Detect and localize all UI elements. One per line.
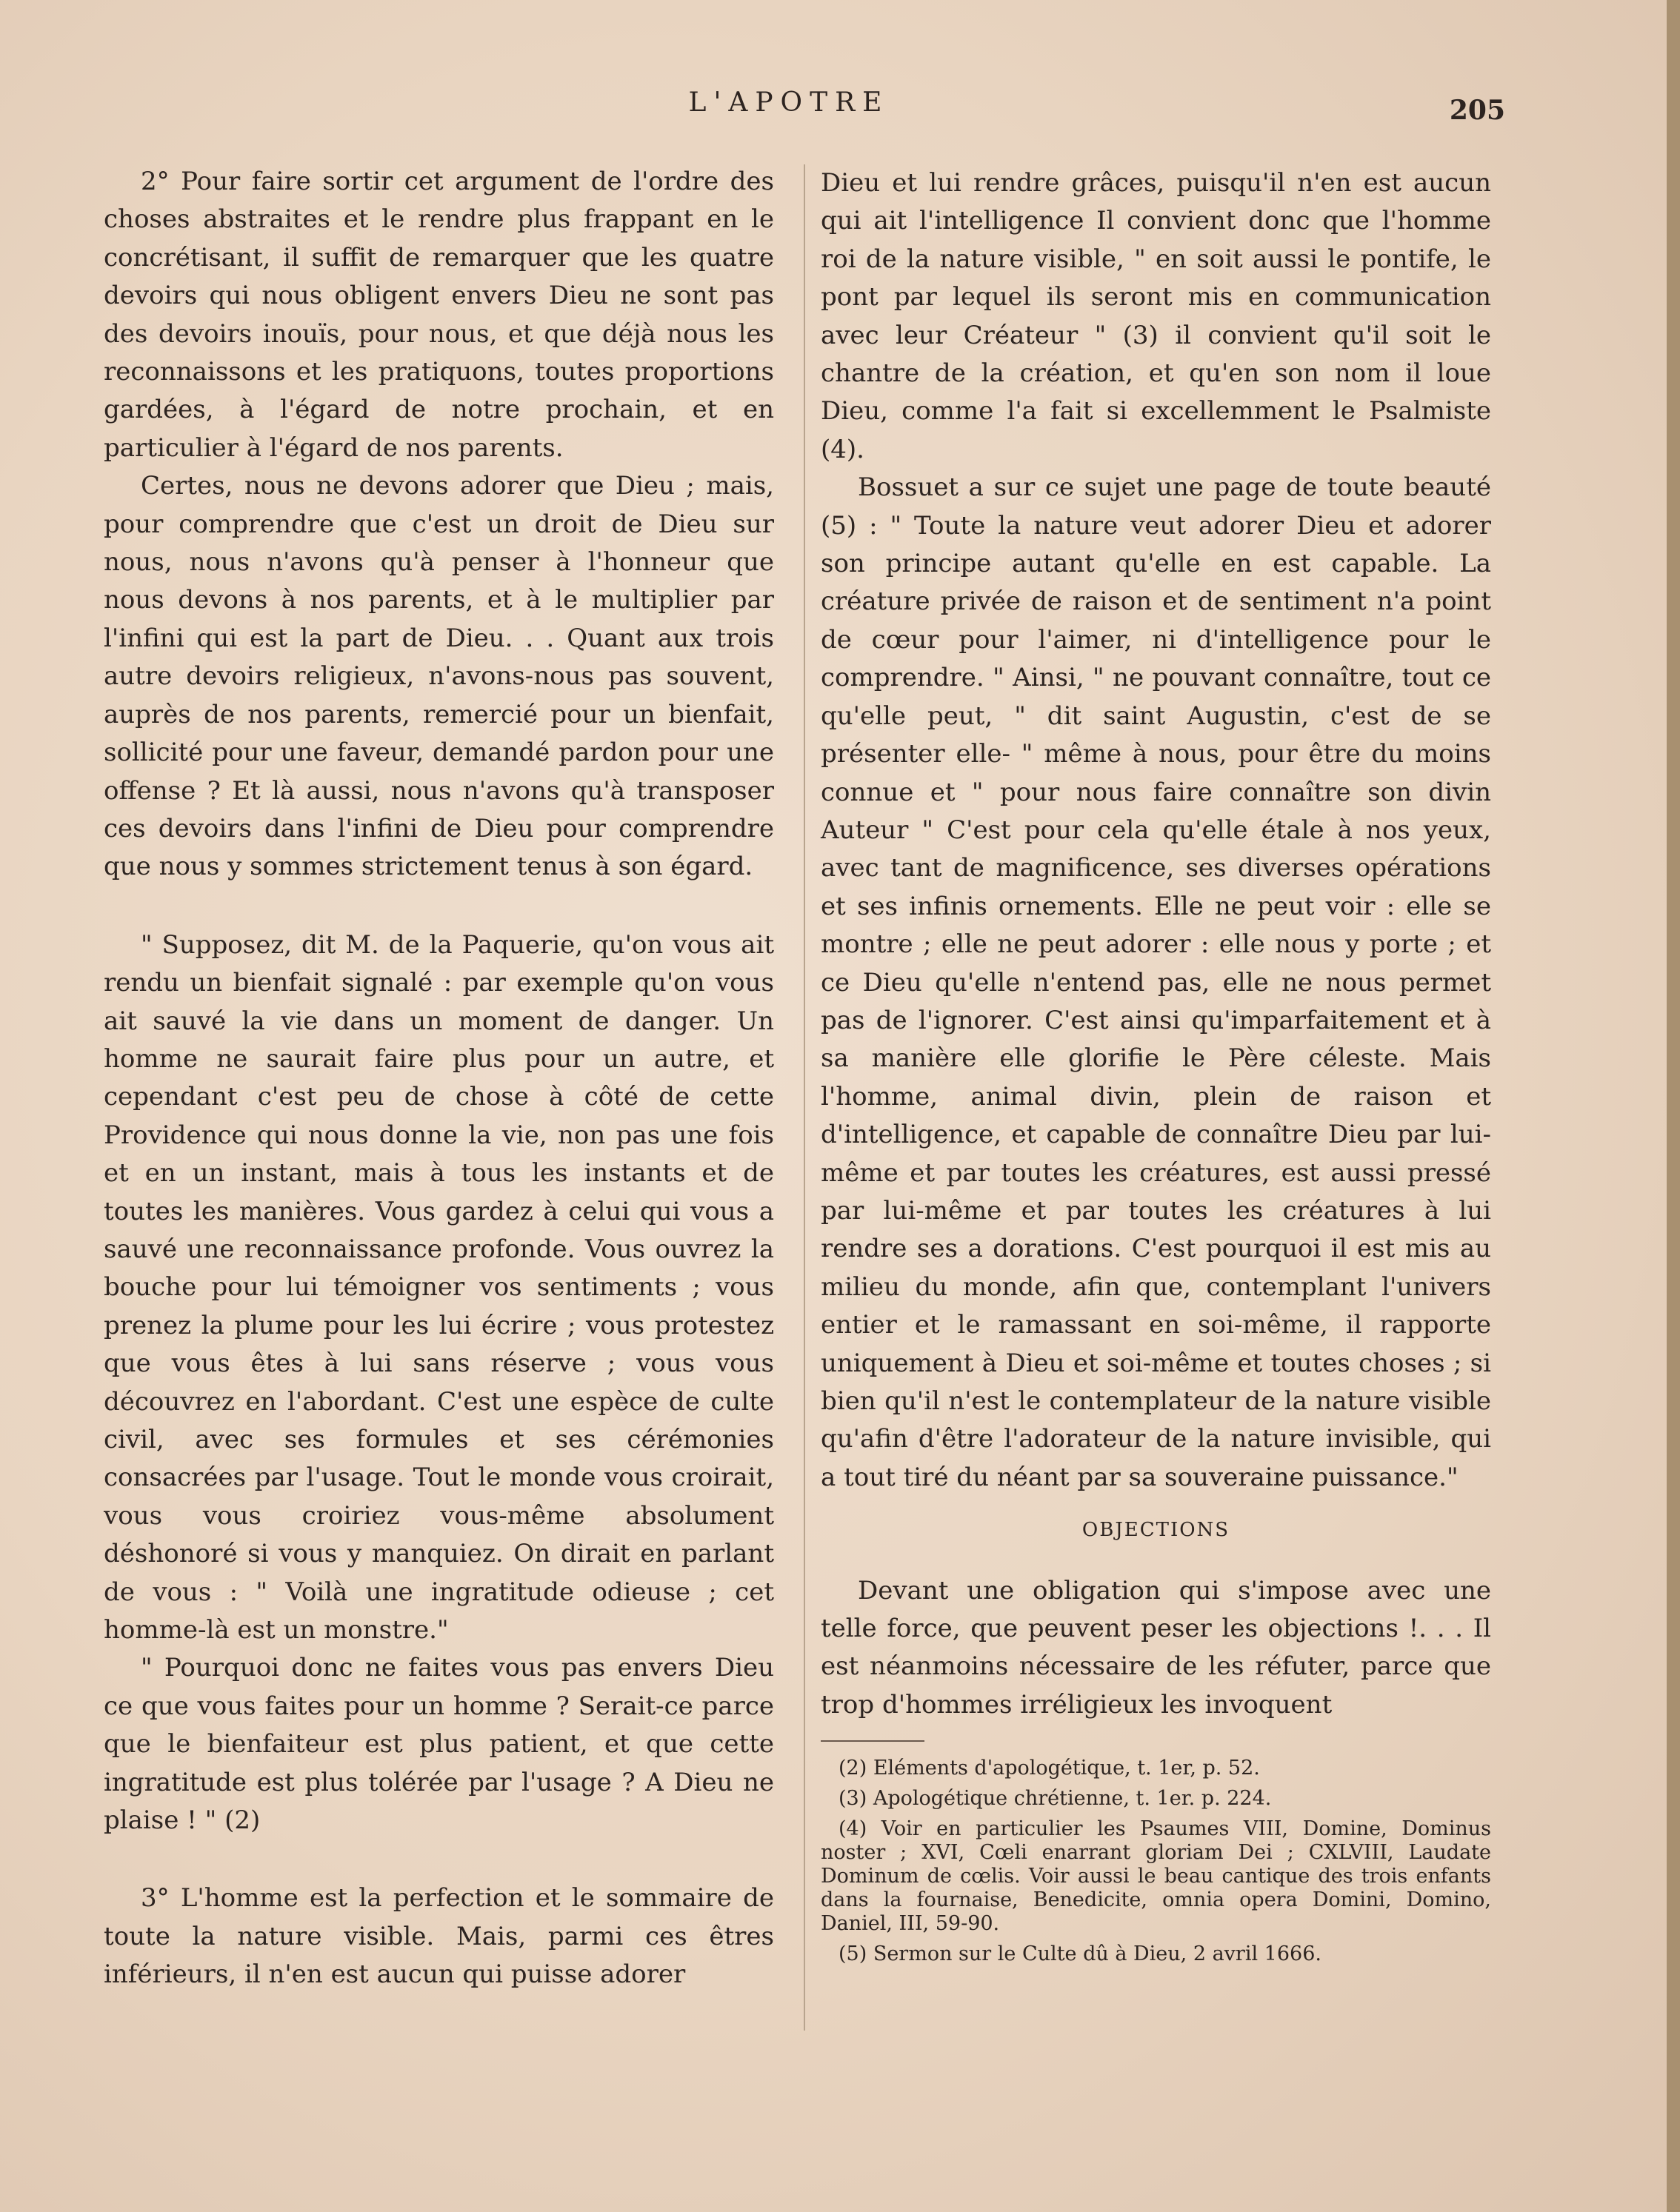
paragraph-gap <box>104 886 774 926</box>
column-divider <box>804 164 805 2031</box>
paragraph: Certes, nous ne devons adorer que Dieu ; mais, pour comprendre que c'est un droit de Dieu sur nous, nous n'avons qu'à penser à l'honneur que nous devons à nos parents, et à le multiplier par l'infini qui est la part de Dieu. . . Quant aux trois autre devoirs religieux, n'avons-nous pas souvent, auprès de nos parents, remercié pour un bienfait, sollicité pour une faveur, demandé pardon pour une offense ? Et là aussi, nous n'avons qu'à transposer ces devoirs dans l'infini de Dieu pour comprendre que nous y sommes strictement tenus à son égard. <box>104 471 774 882</box>
left-column <box>104 163 774 1994</box>
paragraph: 3° L'homme est la perfection et le sommaire de toute la nature visible. Mais, parmi ces êtres inférieurs, il n'en est aucun qui puisse adorer <box>104 1883 774 1990</box>
footnote: (2) Eléments d'apologétique, t. 1er, p. 52. <box>839 1757 1260 1780</box>
quote-paragraph: Bossuet a sur ce sujet une page de toute beauté (5) : " Toute la nature veut adorer Dieu et adorer son principe autant qu'elle en est capable. La créature privée de raison et de sentiment n'a point de cœur pour l'aimer, ni d'intelligence pour le comprendre. " Ainsi, " ne pouvant connaître, tout ce qu'elle peut, " dit saint Augustin, c'est de se présenter elle- " même à nous, pour être du moins connue et " pour nous faire connaître son divin Auteur " C'est pour cela qu'elle étale à nos yeux, avec tant de magnificence, ses diverses opérations et ses infinis ornements. Elle ne peut voir : elle se montre ; elle ne peut adorer : elle nous y porte ; et ce Dieu qu'elle n'entend pas, elle ne nous permet pas de l'ignorer. C'est ainsi qu'imparfaitement et à sa manière elle glorifie le Père céleste. Mais l'homme, animal divin, plein de raison et d'intelligence, et capable de connaître Dieu par lui-même et par toutes les créatures, est aussi pressé par lui-même et par toutes les créatures à lui rendre ses a dorations. C'est pourquoi il est mis au milieu du monde, afin que, contemplant l'univers entier et le ramassant en soi-même, il rapporte uniquement à Dieu et soi-même et toutes choses ; si bien qu'il n'est le contemplateur de la nature visible qu'afin d'être l'adorateur de la nature invisible, qui a tout tiré du néant par sa souveraine puissance." <box>821 472 1491 1492</box>
page-edge <box>1667 0 1680 2212</box>
footnote: (3) Apologétique chrétienne, t. 1er. p. 224. <box>839 1787 1272 1811</box>
paragraph: Devant une obligation qui s'impose avec une telle force, que peuvent peser les objections !. . . Il est néanmoins nécessaire de les réfuter, parce que trop d'hommes irréligieux les invoquent <box>821 1575 1491 1720</box>
right-column <box>821 164 1491 1973</box>
quote-paragraph: " Supposez, dit M. de la Paquerie, qu'on vous ait rendu un bienfait signalé : par exemple qu'on vous ait sauvé la vie dans un moment de danger. Un homme ne saurait faire plus pour un autre, et cependant c'est peu de chose à côté de cette Providence qui nous donne la vie, non pas une fois et en un instant, mais à tous les instants et de toutes les manières. Vous gardez à celui qui vous a sauvé une reconnaissance profonde. Vous ouvrez la bouche pour lui témoigner vos sentiments ; vous prenez la plume pour les lui écrire ; vous protestez que vous êtes à lui sans réserve ; vous vous découvrez en l'abordant. C'est une espèce de culte civil, avec ses formules et ses cérémonies consacrées par l'usage. Tout le monde vous croirait, vous vous croiriez vous-même absolument déshonoré si vous y manquiez. On dirait en parlant de vous : " Voilà une ingratitude odieuse ; cet homme-là est un monstre." <box>104 929 774 1645</box>
footnotes <box>821 1757 1491 1966</box>
paragraph-gap <box>104 1840 774 1879</box>
footnote: (5) Sermon sur le Culte dû à Dieu, 2 avril 1666. <box>839 1942 1321 1966</box>
section-heading: OBJECTIONS <box>1081 1519 1230 1542</box>
page-header <box>89 87 1505 132</box>
quote-paragraph: " Pourquoi donc ne faites vous pas envers Dieu ce que vous faites pour un homme ? Serait-ce parce que le bienfaiteur est plus patient, et que cette ingratitude est plus tolérée par l'usage ? A Dieu ne plaise ! " (2) <box>104 1653 774 1836</box>
footnote-rule <box>821 1740 924 1742</box>
page-number: 205 <box>1449 95 1505 126</box>
footnote: (4) Voir en particulier les Psaumes VIII, Domine, Dominus noster ; XVI, Cœli enarrant gloriam Dei ; CXLVIII, Laudate Dominum de cœlis. Voir aussi le beau cantique des trois enfants dans la fournaise, Benedicite, omnia opera Domini, Domino, Daniel, III, 59-90. <box>821 1817 1491 1936</box>
running-title: L'APOTRE <box>688 87 890 118</box>
paragraph: 2° Pour faire sortir cet argument de l'ordre des choses abstraites et le rendre plus frappant en le concrétisant, il suffit de remarquer que les quatre devoirs qui nous obligent envers Dieu ne sont pas des devoirs inouïs, pour nous, et que déjà nous les reconnaissons et les pratiquons, toutes proportions gardées, à l'égard de notre prochain, et en particulier à l'égard de nos parents. <box>104 167 774 463</box>
paragraph: Dieu et lui rendre grâces, puisqu'il n'en est aucun qui ait l'intelligence Il convient donc que l'homme roi de la nature visible, " en soit aussi le pontife, le pont par lequel ils seront mis en communication avec leur Créateur " (3) il convient qu'il soit le chantre de la création, et qu'en son nom il loue Dieu, comme l'a fait si excellemment le Psalmiste (4). <box>821 168 1491 464</box>
